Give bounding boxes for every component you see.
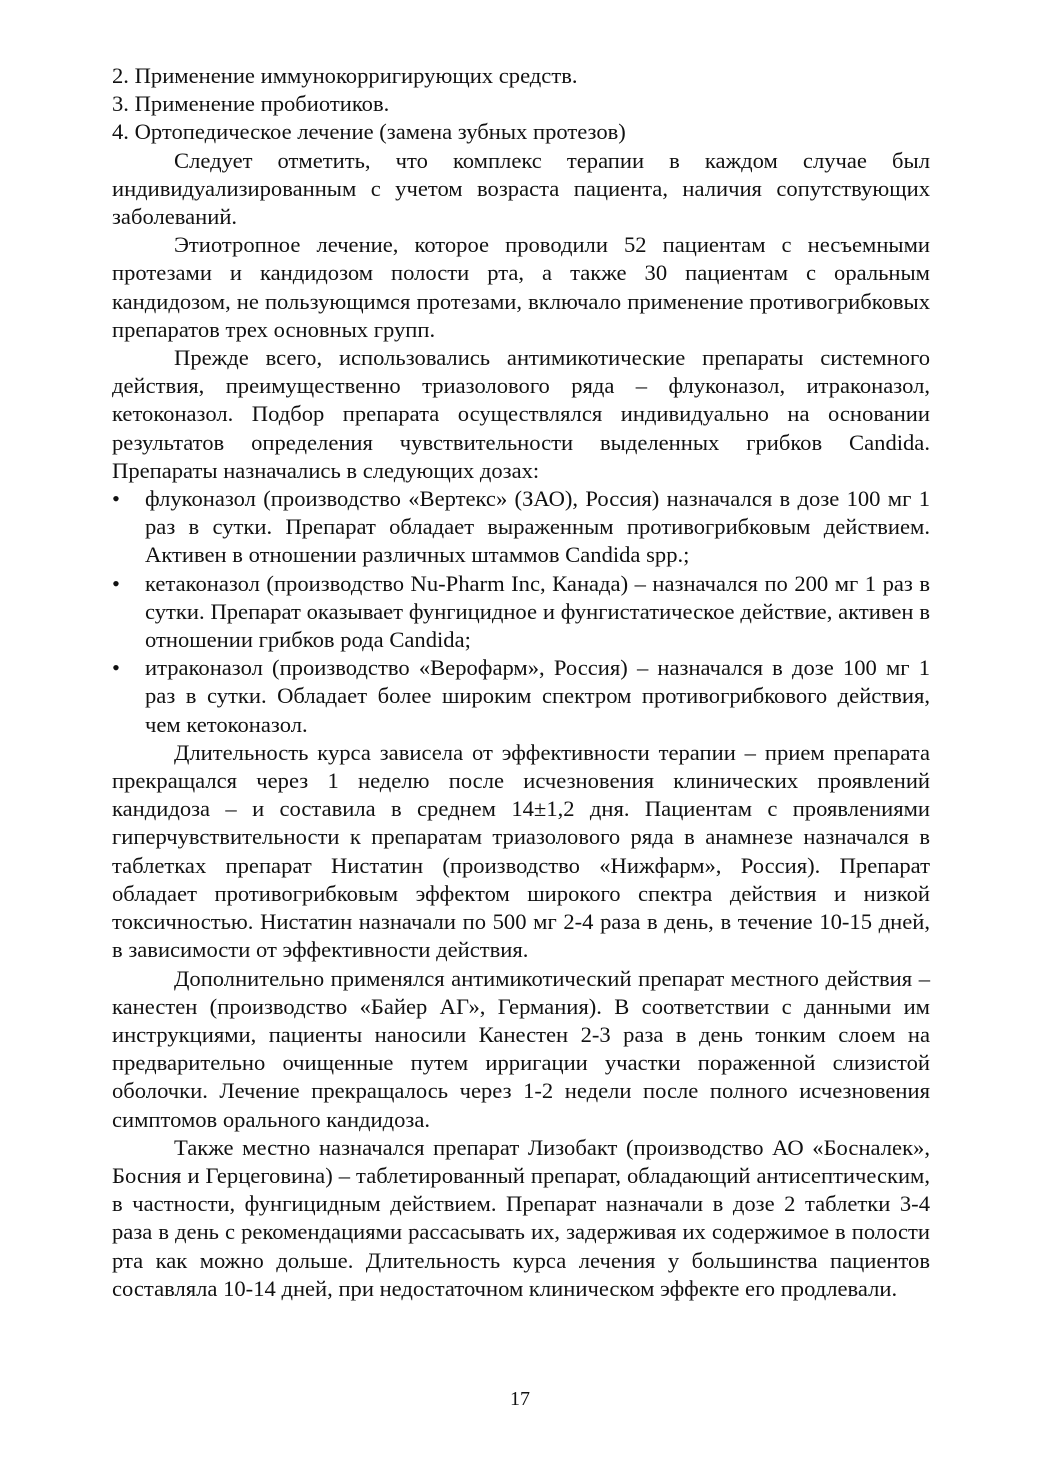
paragraph-individualized-therapy: Следует отметить, что комплекс терапии в каждом случае был индивидуализированным с учетом возраста пациента, наличия сопутствующих заболеваний.: [112, 147, 930, 230]
bullet-icon: •: [112, 486, 120, 512]
paragraph-local-canesten: Дополнительно применялся антимикотический препарат местного действия – канестен (производство «Байер АГ», Германия). В соответствии с данными им инструкциями, пациенты наносили Канестен 2-3 раза в день тонким слоем на предварительно очищенные путем ирригации участки пораженной слизистой оболочки. Лечение прекращалось через 1-2 недели после полного исчезновения симптомов орального кандидоза.: [112, 965, 930, 1132]
bullet-icon: •: [112, 655, 120, 681]
page-number: 17: [510, 1388, 530, 1410]
list-item-ketoconazole: [112, 570, 930, 655]
paragraph-course-duration: Длительность курса зависела от эффективности терапии – прием препарата прекращался через 1 неделю после исчезновения клинических проявлений кандидоза – и составила в среднем 14±1,2 дня. Пациентам с проявлениями гиперчувствительности к препаратам триазолового ряда в анамнезе назначался в таблетках препарат Нистатин (производство «Нижфарм», Россия). Препарат обладает противогрибковым эффектом широкого спектра действия и низкой токсичностью. Нистатин назначали по 500 мг 2-4 раза в день, в течение 10-15 дней, в зависимости от эффективности действия.: [112, 739, 930, 963]
list-line-2: 2. Применение иммунокорригирующих средств.: [112, 63, 578, 88]
list-item-text: флуконазол (производство «Вертекс» (ЗАО), Россия) назначался в дозе 100 мг 1 раз в сутки. Препарат обладает выраженным противогрибковым действием. Активен в отношении различных штаммов Candida spp.;: [145, 486, 930, 568]
drug-dosage-list: [112, 485, 930, 739]
paragraph-local-lysobact: Также местно назначался препарат Лизобакт (производство АО «Босналек», Босния и Герцеговина) – таблетированный препарат, обладающий антисептическим, в частности, фунгицидным действием. Препарат назначали в дозе 2 таблетки 3-4 раза в день с рекомендациями рассасывать их, задерживая их содержимое в полости рта как можно дольше. Длительность курса лечения у большинства пациентов составляла 10-14 дней, при недостаточном клиническом эффекте его продлевали.: [112, 1134, 930, 1301]
list-item-text: кетаконазол (производство Nu-Pharm Inc, Канада) – назначался по 200 мг 1 раз в сутки. Препарат оказывает фунгицидное и фунгистатическое действие, активен в отношении грибков рода Candida;: [145, 570, 930, 653]
paragraph-systemic-antimycotics: Прежде всего, использовались антимикотические препараты системного действия, преимущественно триазолового ряда – флуконазол, итраконазол, кетоконазол. Подбор препарата осуществлялся индивидуально на основании результатов определения чувствительности выделенных грибков Candida. Препараты назначались в следующих дозах:: [112, 345, 930, 483]
paragraph-etiotropic-treatment: Этиотропное лечение, которое проводили 52 пациентам с несъемными протезами и кандидозом полости рта, а также 30 пациентам с оральным кандидозом, не пользующимся протезами, включало применение противогрибковых препаратов трех основных групп.: [112, 232, 930, 342]
document-page: [112, 62, 930, 1303]
bullet-icon: •: [112, 570, 120, 596]
list-line-3: 3. Применение пробиотиков.: [112, 91, 390, 117]
list-line-4: 4. Ортопедическое лечение (замена зубных протезов): [112, 119, 626, 145]
list-item-fluconazole: [112, 485, 930, 570]
list-item-itraconazole: [112, 654, 930, 739]
list-item-text: итраконазол (производство «Верофарм», Россия) – назначался в дозе 100 мг 1 раз в сутки. Обладает более широким спектром противогрибкового действия, чем кетоконазол.: [145, 655, 930, 737]
